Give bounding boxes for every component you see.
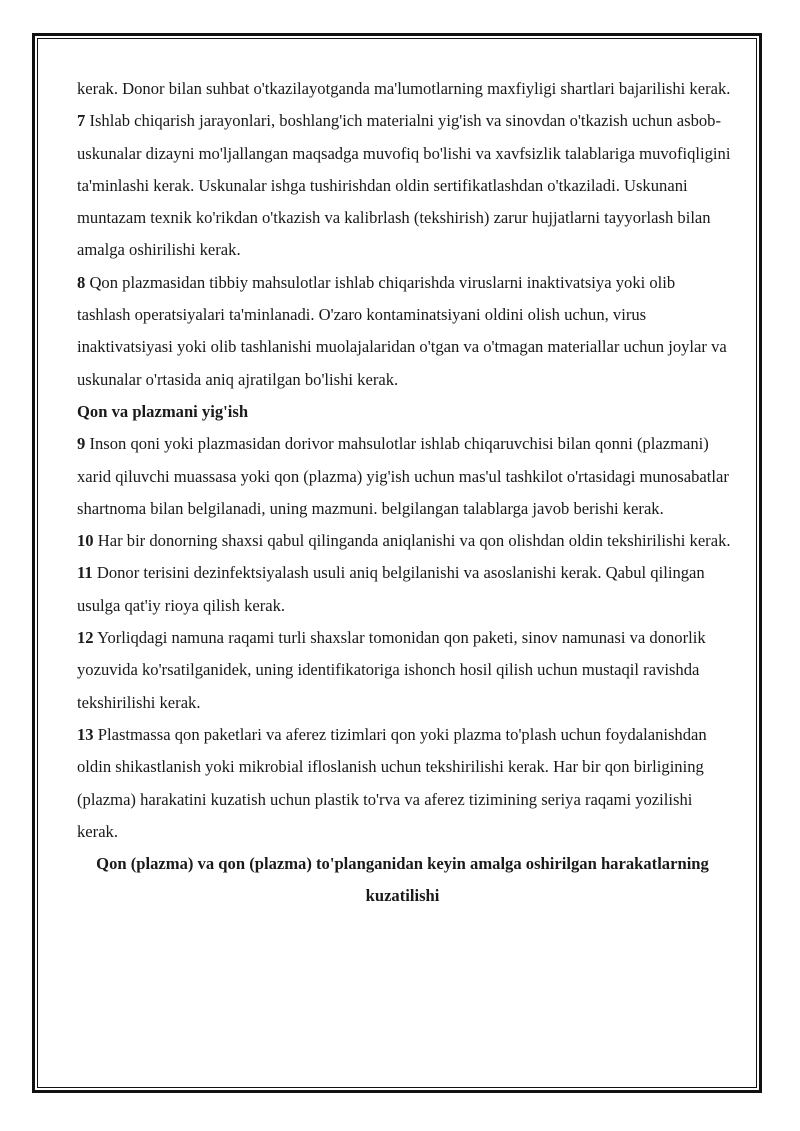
document-body — [77, 73, 732, 913]
clause-number: 8 — [77, 272, 86, 292]
clause-number: 12 — [77, 628, 94, 648]
clause-11 — [77, 557, 732, 622]
clause-text: Inson qoni yoki plazmasidan dorivor mahsulotlar ishlab chiqaruvchisi bilan qonni (plazmani) xarid qiluvchi muassasa yoki qon (plazma) yig'ish uchun mas'ul tashkilot o'rtasidagi munosabatlar shartnoma bilan belgilanadi, uning mazmuni. belgilangan talablarga javob berishi kerak. — [77, 434, 729, 518]
clause-7 — [77, 105, 732, 266]
clause-text: Plastmassa qon paketlari va aferez tizimlari qon yoki plazma to'plash uchun foydalanishdan oldin shikastlanish yoki mikrobial ifloslanish uchun tekshirilishi kerak. Har bir qon birligining (plazma) harakatini kuzatish uchun plastik to'rva va aferez tizimining seriya raqami yozilishi kerak. — [77, 724, 707, 841]
clause-number: 9 — [77, 434, 86, 454]
clause-text: Ishlab chiqarish jarayonlari, boshlang'ich materialni yig'ish va sinovdan o'tkazish uchun asbob-uskunalar dizayni mo'ljallangan maqsadga muvofiq bo'lishi va xavfsizlik talablariga muvofiqligini ta'minlashi kerak. Uskunalar ishga tushirishdan oldin sertifikatlashdan o'tkaziladi. Uskunani muntazam texnik ko'rikdan o'tkazish va kalibrlash (tekshirish) zarur hujjatlarni tayyorlash bilan amalga oshirilishi kerak. — [77, 111, 731, 260]
clause-9 — [77, 428, 732, 525]
clause-text: Qon plazmasidan tibbiy mahsulotlar ishlab chiqarishda viruslarni inaktivatsiya yoki olib tashlash operatsiyalari ta'minlanadi. O'zaro kontaminatsiyani oldini olish uchun, virus inaktivatsiyasi yoki olib tashlanishi muolajalaridan o'tgan va o'tmagan materiallar uchun joylar va uskunalar o'rtasida aniq ajratilgan bo'lishi kerak. — [77, 272, 727, 389]
clause-text: Yorliqdagi namuna raqami turli shaxslar tomonidan qon paketi, sinov namunasi va donorlik yozuvida ko'rsatilganidek, uning identifikatoriga ishonch hosil qilish uchun mustaqil ravishda tekshirilishi kerak. — [77, 628, 706, 712]
clause-number: 7 — [77, 111, 86, 131]
clause-text: Har bir donorning shaxsi qabul qilinganda aniqlanishi va qon olishdan oldin tekshirilishi kerak. — [97, 531, 731, 551]
paragraph-continuation — [77, 73, 732, 105]
paragraph-text: kerak. Donor bilan suhbat o'tkazilayotganda ma'lumotlarning maxfiyligi shartlari bajarilishi kerak. — [77, 79, 731, 98]
clause-12 — [77, 622, 732, 719]
clause-number: 10 — [77, 531, 94, 551]
clause-13 — [77, 719, 732, 848]
clause-number: 11 — [77, 563, 93, 583]
section-heading-centered: Qon (plazma) va qon (plazma) to'planganidan keyin amalga oshirilgan harakatlarning kuzatilishi — [96, 854, 709, 906]
clause-number: 13 — [77, 724, 94, 744]
clause-text: Donor terisini dezinfektsiyalash usuli aniq belgilanishi va asoslanishi kerak. Qabul qilingan usulga qat'iy rioya qilish kerak. — [77, 563, 705, 615]
section-heading: Qon va plazmani yig'ish — [77, 401, 249, 421]
clause-10 — [77, 525, 732, 557]
clause-8 — [77, 267, 732, 396]
